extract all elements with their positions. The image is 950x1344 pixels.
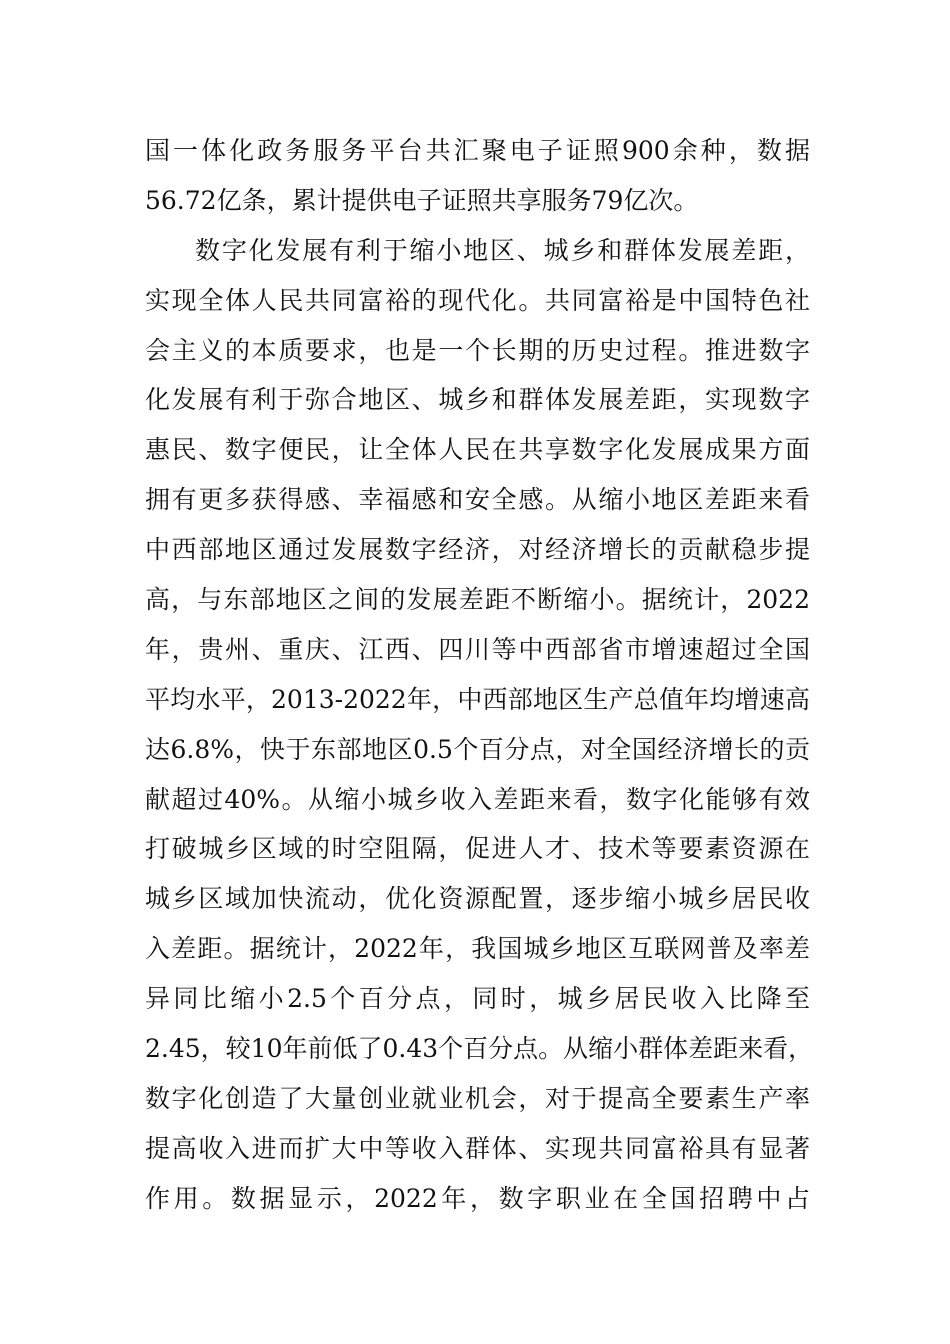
text-line: 城乡区域加快流动，优化资源配置，逐步缩小城乡居民收: [145, 884, 810, 914]
text-line: 数字化创造了大量创业就业机会，对于提高全要素生产率: [145, 1083, 810, 1113]
text-line: 献超过40%。从缩小城乡收入差距来看，数字化能够有效: [145, 784, 810, 814]
text-line: 高，与东部地区之间的发展差距不断缩小。据统计，2022: [145, 585, 810, 615]
text-line: 化发展有利于弥合地区、城乡和群体发展差距，实现数字: [145, 385, 810, 415]
text-line: 拥有更多获得感、幸福感和安全感。从缩小地区差距来看: [145, 485, 810, 515]
text-line: 会主义的本质要求，也是一个长期的历史过程。推进数字: [145, 335, 810, 365]
text-line: 平均水平，2013-2022年，中西部地区生产总值年均增速高: [145, 684, 810, 714]
paragraph-2: [145, 226, 814, 1224]
text-line: 数字化发展有利于缩小地区、城乡和群体发展差距，: [195, 235, 810, 265]
text-line: 入差距。据统计，2022年，我国城乡地区互联网普及率差: [145, 934, 810, 964]
body-text: [145, 126, 814, 1224]
text-line: 56.72亿条，累计提供电子证照共享服务79亿次。: [145, 185, 699, 215]
text-line: 惠民、数字便民，让全体人民在共享数字化发展成果方面: [145, 435, 810, 465]
text-line: 异同比缩小2.5个百分点，同时，城乡居民收入比降至: [145, 984, 810, 1014]
text-line: 2.45，较10年前低了0.43个百分点。从缩小群体差距来看，: [145, 1034, 814, 1064]
text-line: 实现全体人民共同富裕的现代化。共同富裕是中国特色社: [145, 285, 810, 315]
text-line: 年，贵州、重庆、江西、四川等中西部省市增速超过全国: [145, 634, 810, 664]
text-line: 打破城乡区域的时空阻隔，促进人才、技术等要素资源在: [145, 834, 810, 864]
paragraph-1: [145, 126, 810, 226]
text-line: 达6.8%，快于东部地区0.5个百分点，对全国经济增长的贡: [145, 734, 810, 764]
text-line: 中西部地区通过发展数字经济，对经济增长的贡献稳步提: [145, 535, 810, 565]
text-line: 提高收入进而扩大中等收入群体、实现共同富裕具有显著: [145, 1133, 810, 1163]
text-line: 国一体化政务服务平台共汇聚电子证照900余种，数据: [145, 136, 810, 165]
text-line: 作用。数据显示，2022年，数字职业在全国招聘中占: [145, 1183, 810, 1213]
